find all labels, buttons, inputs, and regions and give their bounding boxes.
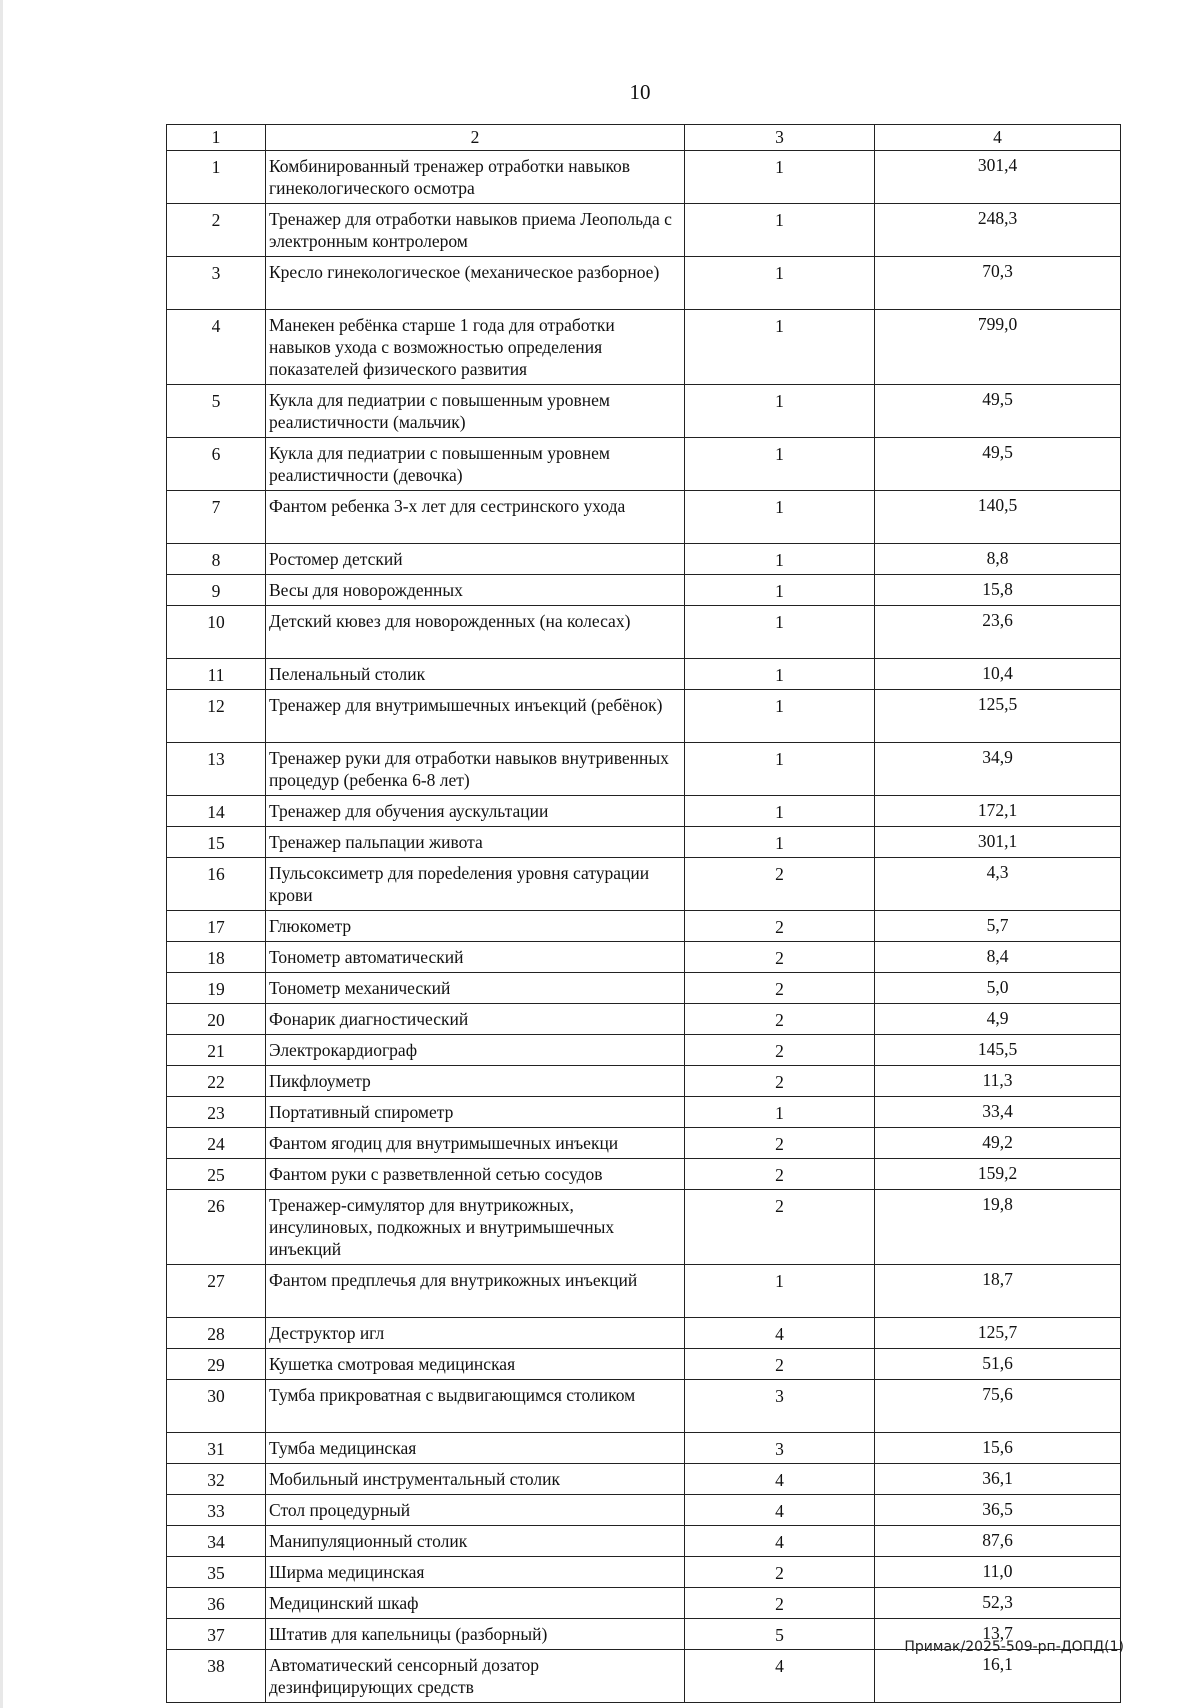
item-name-cell: Манекен ребёнка старше 1 года для отработки навыков ухода с возможностью определения показателей физического развития [266, 310, 685, 385]
value-cell: 5,7 [875, 911, 1121, 942]
item-name-cell: Ростомер детский [266, 544, 685, 575]
table-row [167, 1495, 1121, 1526]
value-cell: 10,4 [875, 659, 1121, 690]
quantity-cell: 1 [685, 690, 875, 743]
row-number-cell: 30 [167, 1380, 266, 1433]
value-cell: 5,0 [875, 973, 1121, 1004]
table-row [167, 942, 1121, 973]
quantity-cell: 2 [685, 942, 875, 973]
quantity-cell: 2 [685, 1159, 875, 1190]
item-name-cell: Фонарик диагностический [266, 1004, 685, 1035]
row-number-cell: 33 [167, 1495, 266, 1526]
row-number-cell: 17 [167, 911, 266, 942]
header-cell: 4 [875, 125, 1121, 151]
table-row [167, 606, 1121, 659]
table-row [167, 1035, 1121, 1066]
value-cell: 11,0 [875, 1557, 1121, 1588]
quantity-cell: 2 [685, 1004, 875, 1035]
row-number-cell: 19 [167, 973, 266, 1004]
value-cell: 75,6 [875, 1380, 1121, 1433]
row-number-cell: 38 [167, 1650, 266, 1703]
table-row [167, 1190, 1121, 1265]
row-number-cell: 21 [167, 1035, 266, 1066]
table-row [167, 1349, 1121, 1380]
quantity-cell: 2 [685, 1588, 875, 1619]
item-name-cell: Пульсоксиметр для пореdeления уровня сатурации крови [266, 858, 685, 911]
value-cell: 49,5 [875, 385, 1121, 438]
quantity-cell: 4 [685, 1650, 875, 1703]
quantity-cell: 1 [685, 257, 875, 310]
row-number-cell: 22 [167, 1066, 266, 1097]
row-number-cell: 8 [167, 544, 266, 575]
value-cell: 70,3 [875, 257, 1121, 310]
row-number-cell: 25 [167, 1159, 266, 1190]
row-number-cell: 5 [167, 385, 266, 438]
row-number-cell: 29 [167, 1349, 266, 1380]
quantity-cell: 2 [685, 1190, 875, 1265]
value-cell: 301,4 [875, 151, 1121, 204]
quantity-cell: 1 [685, 310, 875, 385]
row-number-cell: 34 [167, 1526, 266, 1557]
page-number: 10 [629, 80, 651, 104]
value-cell: 34,9 [875, 743, 1121, 796]
value-cell: 16,1 [875, 1650, 1121, 1703]
row-number-cell: 16 [167, 858, 266, 911]
table-row [167, 204, 1121, 257]
item-name-cell: Фантом предплечья для внутрикожных инъекций [266, 1265, 685, 1318]
quantity-cell: 2 [685, 1557, 875, 1588]
row-number-cell: 7 [167, 491, 266, 544]
quantity-cell: 4 [685, 1495, 875, 1526]
item-name-cell: Тренажер для внутримышечных инъекций (ребёнок) [266, 690, 685, 743]
table-row [167, 1588, 1121, 1619]
item-name-cell: Фантом ребенка 3-х лет для сестринского ухода [266, 491, 685, 544]
table-row [167, 1097, 1121, 1128]
header-cell: 3 [685, 125, 875, 151]
table-row [167, 827, 1121, 858]
quantity-cell: 1 [685, 544, 875, 575]
quantity-cell: 1 [685, 151, 875, 204]
row-number-cell: 14 [167, 796, 266, 827]
value-cell: 15,8 [875, 575, 1121, 606]
table-row [167, 151, 1121, 204]
row-number-cell: 20 [167, 1004, 266, 1035]
quantity-cell: 1 [685, 491, 875, 544]
quantity-cell: 4 [685, 1464, 875, 1495]
quantity-cell: 2 [685, 973, 875, 1004]
table-row [167, 1004, 1121, 1035]
row-number-cell: 12 [167, 690, 266, 743]
row-number-cell: 24 [167, 1128, 266, 1159]
item-name-cell: Тонометр механический [266, 973, 685, 1004]
table-row [167, 1318, 1121, 1349]
table-row [167, 1557, 1121, 1588]
header-cell: 1 [167, 125, 266, 151]
row-number-cell: 3 [167, 257, 266, 310]
quantity-cell: 2 [685, 1349, 875, 1380]
value-cell: 49,5 [875, 438, 1121, 491]
value-cell: 8,8 [875, 544, 1121, 575]
item-name-cell: Тонометр автоматический [266, 942, 685, 973]
document-code: Примак/2025-509-рп-ДОПД(1) [904, 1639, 1124, 1655]
quantity-cell: 2 [685, 858, 875, 911]
item-name-cell: Глюкометр [266, 911, 685, 942]
item-name-cell: Штатив для капельницы (разборный) [266, 1619, 685, 1650]
value-cell: 140,5 [875, 491, 1121, 544]
value-cell: 4,3 [875, 858, 1121, 911]
item-name-cell: Кукла для педиатрии с повышенным уровнем реалистичности (мальчик) [266, 385, 685, 438]
row-number-cell: 4 [167, 310, 266, 385]
table-row [167, 575, 1121, 606]
quantity-cell: 1 [685, 204, 875, 257]
value-cell: 248,3 [875, 204, 1121, 257]
value-cell: 8,4 [875, 942, 1121, 973]
row-number-cell: 13 [167, 743, 266, 796]
row-number-cell: 2 [167, 204, 266, 257]
value-cell: 301,1 [875, 827, 1121, 858]
quantity-cell: 1 [685, 1265, 875, 1318]
item-name-cell: Медицинский шкаф [266, 1588, 685, 1619]
header-cell: 2 [266, 125, 685, 151]
table-row [167, 544, 1121, 575]
table-row [167, 257, 1121, 310]
table-row [167, 690, 1121, 743]
value-cell: 15,6 [875, 1433, 1121, 1464]
table-row [167, 659, 1121, 690]
quantity-cell: 3 [685, 1380, 875, 1433]
quantity-cell: 1 [685, 743, 875, 796]
value-cell: 49,2 [875, 1128, 1121, 1159]
row-number-cell: 27 [167, 1265, 266, 1318]
value-cell: 33,4 [875, 1097, 1121, 1128]
quantity-cell: 3 [685, 1433, 875, 1464]
item-name-cell: Фантом ягодиц для внутримышечных инъекци [266, 1128, 685, 1159]
row-number-cell: 1 [167, 151, 266, 204]
item-name-cell: Детский кювез для новорожденных (на колесах) [266, 606, 685, 659]
row-number-cell: 11 [167, 659, 266, 690]
value-cell: 125,5 [875, 690, 1121, 743]
table-row [167, 438, 1121, 491]
row-number-cell: 6 [167, 438, 266, 491]
table-row [167, 743, 1121, 796]
table-row [167, 911, 1121, 942]
quantity-cell: 2 [685, 1035, 875, 1066]
item-name-cell: Фантом руки с разветвленной сетью сосудов [266, 1159, 685, 1190]
quantity-cell: 1 [685, 385, 875, 438]
table-row [167, 796, 1121, 827]
row-number-cell: 15 [167, 827, 266, 858]
item-name-cell: Тумба прикроватная с выдвигающимся столиком [266, 1380, 685, 1433]
row-number-cell: 18 [167, 942, 266, 973]
quantity-cell: 2 [685, 1128, 875, 1159]
table-row [167, 1433, 1121, 1464]
quantity-cell: 4 [685, 1318, 875, 1349]
value-cell: 36,5 [875, 1495, 1121, 1526]
value-cell: 11,3 [875, 1066, 1121, 1097]
table-row [167, 1650, 1121, 1703]
item-name-cell: Мобильный инструментальный столик [266, 1464, 685, 1495]
value-cell: 19,8 [875, 1190, 1121, 1265]
quantity-cell: 1 [685, 606, 875, 659]
item-name-cell: Кушетка смотровая медицинская [266, 1349, 685, 1380]
quantity-cell: 1 [685, 827, 875, 858]
table-row [167, 1464, 1121, 1495]
item-name-cell: Портативный спирометр [266, 1097, 685, 1128]
quantity-cell: 1 [685, 575, 875, 606]
item-name-cell: Кресло гинекологическое (механическое разборное) [266, 257, 685, 310]
row-number-cell: 9 [167, 575, 266, 606]
quantity-cell: 2 [685, 911, 875, 942]
table-header-row [167, 125, 1121, 151]
table-row [167, 1265, 1121, 1318]
item-name-cell: Тренажер для обучения аускультации [266, 796, 685, 827]
item-name-cell: Автоматический сенсорный дозатор дезинфицирующих средств [266, 1650, 685, 1703]
item-name-cell: Пикфлоуметр [266, 1066, 685, 1097]
value-cell: 52,3 [875, 1588, 1121, 1619]
item-name-cell: Тумба медицинская [266, 1433, 685, 1464]
item-name-cell: Ширма медицинская [266, 1557, 685, 1588]
value-cell: 18,7 [875, 1265, 1121, 1318]
row-number-cell: 37 [167, 1619, 266, 1650]
quantity-cell: 4 [685, 1526, 875, 1557]
table-row [167, 1380, 1121, 1433]
value-cell: 172,1 [875, 796, 1121, 827]
quantity-cell: 1 [685, 438, 875, 491]
table-row [167, 1159, 1121, 1190]
value-cell: 23,6 [875, 606, 1121, 659]
table-row [167, 310, 1121, 385]
table-row [167, 1066, 1121, 1097]
row-number-cell: 32 [167, 1464, 266, 1495]
table-row [167, 973, 1121, 1004]
item-name-cell: Пеленальный столик [266, 659, 685, 690]
item-name-cell: Манипуляционный столик [266, 1526, 685, 1557]
quantity-cell: 1 [685, 659, 875, 690]
row-number-cell: 23 [167, 1097, 266, 1128]
row-number-cell: 35 [167, 1557, 266, 1588]
item-name-cell: Тренажер руки для отработки навыков внутривенных процедур (ребенка 6-8 лет) [266, 743, 685, 796]
value-cell: 87,6 [875, 1526, 1121, 1557]
table-row [167, 858, 1121, 911]
row-number-cell: 10 [167, 606, 266, 659]
value-cell: 159,2 [875, 1159, 1121, 1190]
row-number-cell: 31 [167, 1433, 266, 1464]
item-name-cell: Кукла для педиатрии с повышенным уровнем реалистичности (девочка) [266, 438, 685, 491]
item-name-cell: Стол процедурный [266, 1495, 685, 1526]
equipment-table [166, 124, 1121, 1703]
quantity-cell: 1 [685, 796, 875, 827]
item-name-cell: Тренажер пальпации живота [266, 827, 685, 858]
item-name-cell: Комбинированный тренажер отработки навыков гинекологического осмотра [266, 151, 685, 204]
item-name-cell: Электрокардиограф [266, 1035, 685, 1066]
value-cell: 799,0 [875, 310, 1121, 385]
value-cell: 4,9 [875, 1004, 1121, 1035]
quantity-cell: 2 [685, 1066, 875, 1097]
row-number-cell: 36 [167, 1588, 266, 1619]
scan-edge [0, 0, 3, 1708]
value-cell: 36,1 [875, 1464, 1121, 1495]
value-cell: 51,6 [875, 1349, 1121, 1380]
quantity-cell: 1 [685, 1097, 875, 1128]
item-name-cell: Деструктор игл [266, 1318, 685, 1349]
item-name-cell: Весы для новорожденных [266, 575, 685, 606]
row-number-cell: 28 [167, 1318, 266, 1349]
value-cell: 13,7 [875, 1619, 1121, 1650]
item-name-cell: Тренажер для отработки навыков приема Леопольда с электронным контролером [266, 204, 685, 257]
table-row [167, 1128, 1121, 1159]
value-cell: 145,5 [875, 1035, 1121, 1066]
table-row [167, 1526, 1121, 1557]
value-cell: 125,7 [875, 1318, 1121, 1349]
quantity-cell: 5 [685, 1619, 875, 1650]
table-row [167, 491, 1121, 544]
table-row [167, 385, 1121, 438]
row-number-cell: 26 [167, 1190, 266, 1265]
item-name-cell: Тренажер-симулятор для внутрикожных, инсулиновых, подкожных и внутримышечных инъекций [266, 1190, 685, 1265]
